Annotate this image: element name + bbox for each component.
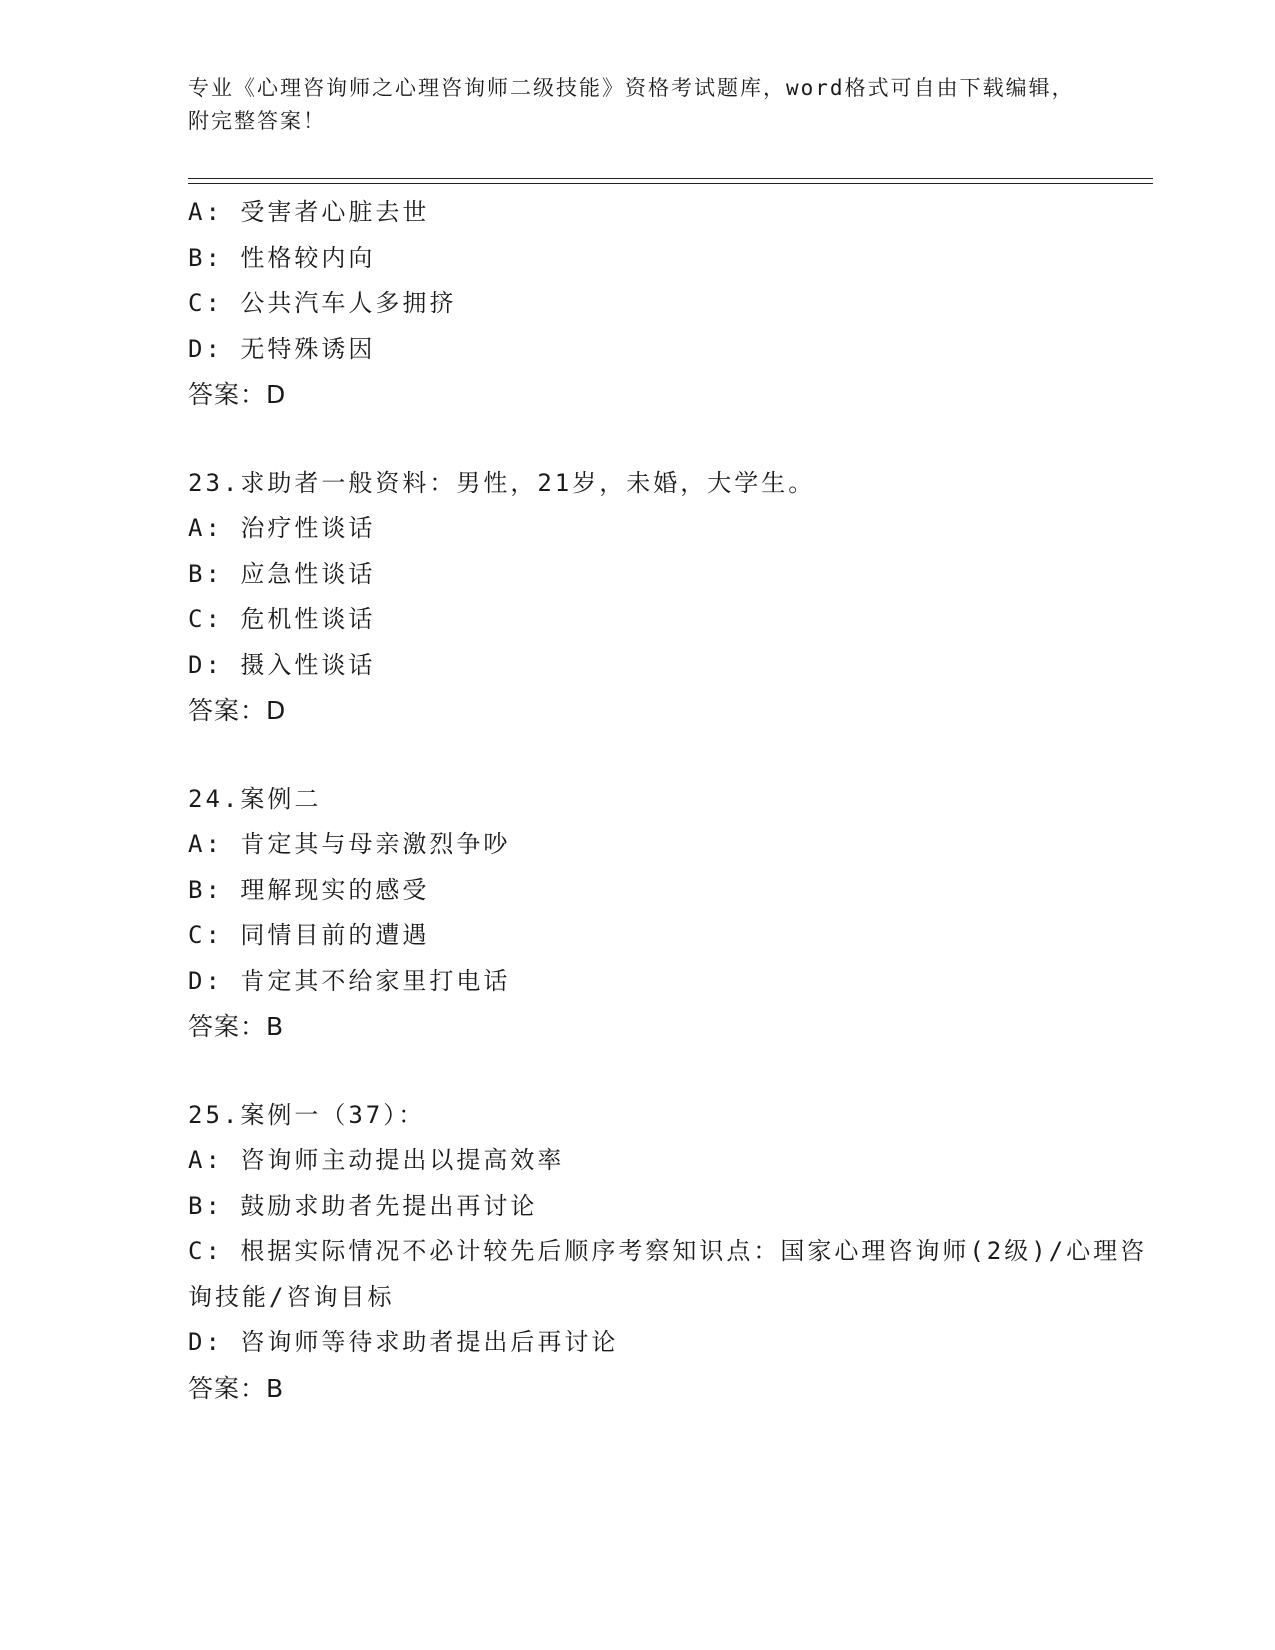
option-b: B: 应急性谈话: [188, 559, 376, 588]
header-divider-bottom: [188, 183, 1153, 184]
option-d: D: 肯定其不给家里打电话: [188, 966, 511, 995]
answer-line: 答案：B: [188, 1012, 285, 1041]
answer-line: 答案：B: [188, 1373, 285, 1403]
answer-line: 答案：D: [188, 380, 287, 409]
question-stem: 23.求助者一般资料：男性，21岁，未婚，大学生。: [188, 468, 816, 497]
option-d: D: 摄入性谈话: [188, 650, 376, 679]
question-block: [188, 777, 1148, 1050]
block-spacer: [188, 1050, 1148, 1093]
question-list: [188, 190, 1148, 1411]
option-c: C: 同情目前的遭遇: [188, 921, 430, 949]
header-divider-top: [188, 178, 1153, 179]
option-c: C: 根据实际情况不必计较先后顺序考察知识点：国家心理咨询师(2级)/心理咨询技能/咨询目标: [188, 1237, 1148, 1311]
option-b: B: 理解现实的感受: [188, 875, 430, 904]
question-block: [188, 190, 1148, 418]
question-block: [188, 1093, 1148, 1412]
question-block: [188, 461, 1148, 734]
block-spacer: [188, 734, 1148, 777]
document-header: 专业《心理咨询师之心理咨询师二级技能》资格考试题库，word格式可自由下载编辑，附完整答案！: [188, 76, 1075, 133]
question-stem: 24.案例二: [188, 784, 322, 813]
option-c: C: 公共汽车人多拥挤: [188, 289, 457, 317]
question-stem: 25.案例一（37）：: [188, 1100, 426, 1129]
option-a: A: 肯定其与母亲激烈争吵: [188, 830, 511, 858]
block-spacer: [188, 418, 1148, 461]
option-a: A: 受害者心脏去世: [188, 198, 430, 226]
option-b: B: 鼓励求助者先提出再讨论: [188, 1191, 538, 1220]
option-b: B: 性格较内向: [188, 243, 376, 272]
option-d: D: 无特殊诱因: [188, 334, 376, 363]
option-c: C: 危机性谈话: [188, 605, 376, 633]
option-d: D: 咨询师等待求助者提出后再讨论: [188, 1328, 619, 1356]
answer-line: 答案：D: [188, 696, 287, 725]
option-a: A: 治疗性谈话: [188, 514, 376, 542]
option-a: A: 咨询师主动提出以提高效率: [188, 1146, 565, 1174]
